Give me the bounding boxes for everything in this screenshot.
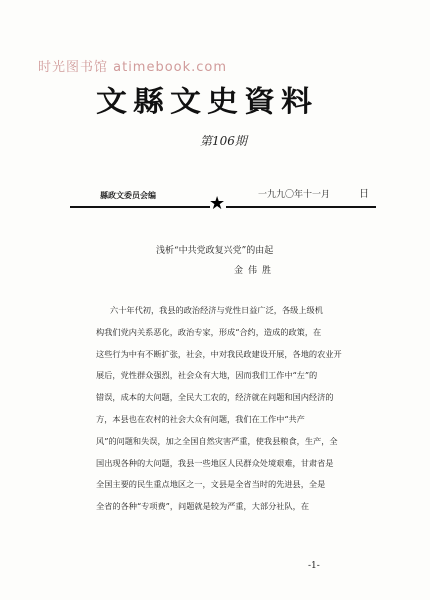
body-line: 构我们党内关系恶化，政治专家，形成“合约，造成的政策，在 [96, 326, 322, 337]
article-author: 金伟胜 [234, 266, 277, 276]
body-line: 这些行为中有不断扩张，社会，中对我民政建设开展，各地的农业开 [96, 348, 342, 359]
masthead-title: 文縣文史資料 [96, 85, 318, 119]
body-line: 全国主要的民生重点地区之一，文县是全省当时的先进县，全是 [96, 479, 326, 490]
body-line: 风”的问题和失误，加之全国自然灾害严重，使我县粮食，生产，全 [96, 435, 338, 446]
article-title: 浅析“中共党政复兴党”的由起 [156, 246, 274, 256]
body-line: 方，本县也在农村的社会大众有问题，我们在工作中“共产 [96, 413, 305, 424]
publication-date: 一九九〇年十一月 [258, 190, 331, 200]
article-body [96, 300, 376, 518]
header-rule-right [226, 206, 376, 208]
body-line: 全省的各种“专项费”，问题就是较为严重，大部分社队，在 [96, 501, 310, 512]
issue-number: 第106期 [200, 134, 247, 148]
page-mark: 日 [359, 189, 369, 200]
header-rule-left [70, 206, 210, 208]
star-icon: ★ [209, 193, 226, 214]
body-line: 国出现各种的大问题，我县一些地区人民群众处境艰难，甘肃省是 [96, 457, 334, 468]
publisher-line: 縣政文委员会编 [100, 190, 156, 200]
watermark: 时光图书馆 atimebook.com [38, 60, 228, 75]
body-line: 六十年代初，我县的政治经济与党性日益广泛，各级上级机 [110, 305, 323, 315]
page-number: -1- [308, 561, 320, 571]
body-line: 展后，党性群众强烈，社会众有大地，因而我们工作中“左”的 [96, 370, 318, 381]
body-line: 错误，成本的大问题，全民大工农的，经济就在问题和国内经济的 [96, 392, 334, 403]
